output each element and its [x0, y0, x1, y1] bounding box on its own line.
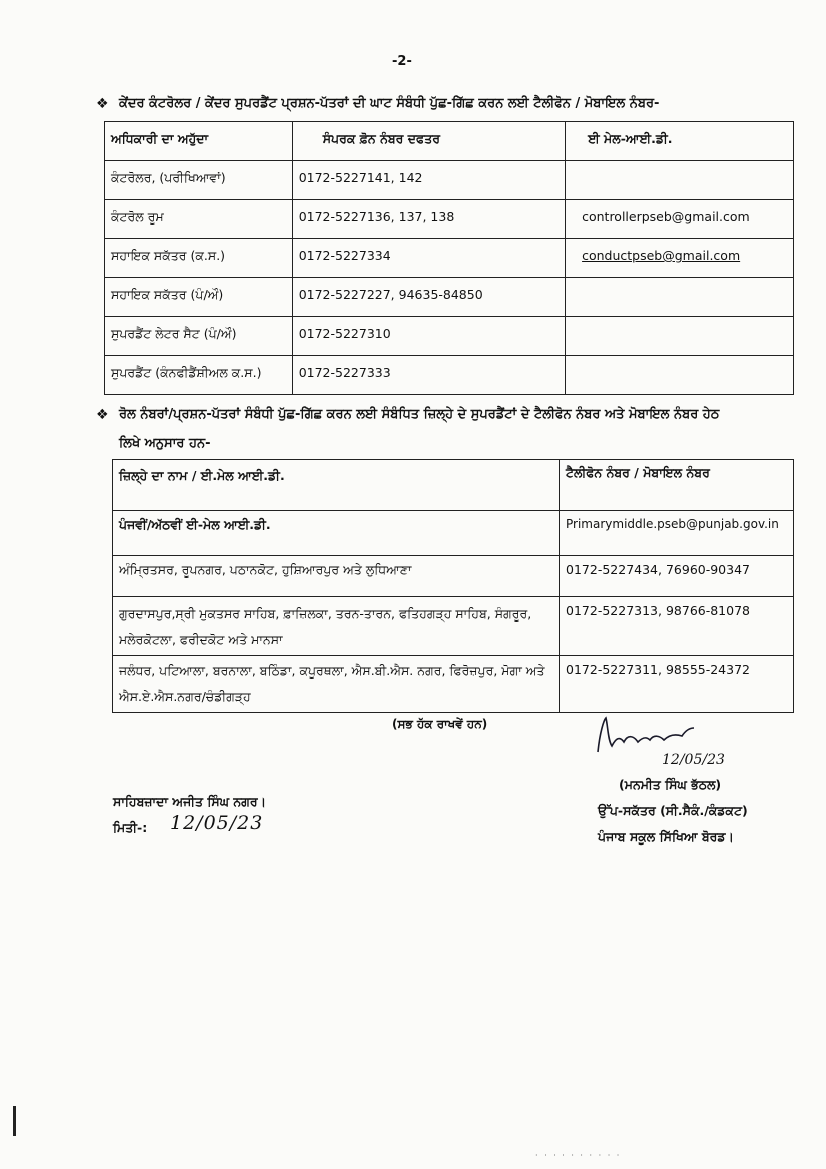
- section2-heading-line2: ਲਿਖੇ ਅਨੁਸਾਰ ਹਨ-: [119, 436, 211, 451]
- email-cell: [566, 161, 794, 200]
- table-row: [105, 278, 794, 317]
- district-cell: ਗੁਰਦਾਸਪੁਰ,ਸ੍ਰੀ ਮੁਕਤਸਰ ਸਾਹਿਬ, ਫ਼ਾਜ਼ਿਲਕਾ, ਤਰਨ-ਤਾਰਨ, ਫਤਿਹਗੜ੍ਹ ਸਾਹਿਬ, ਸੰਗਰੂਰ, ਮਲੇਰਕੋਟਲਾ, ਫਰੀਦਕੋਟ ਅਤੇ ਮਾਨਸਾ: [113, 597, 560, 656]
- place-line: ਸਾਹਿਬਜ਼ਾਦਾ ਅਜੀਤ ਸਿੰਘ ਨਗਰ।: [113, 794, 267, 809]
- table-row: [113, 556, 794, 597]
- signatory-designation: ਉੱਪ-ਸਕੱਤਰ (ਸੀ.ਸੈਕੰ./ਕੰਡਕਟ): [598, 803, 748, 818]
- signature-date: 12/05/23: [662, 752, 725, 768]
- table-row: [113, 656, 794, 713]
- table-row: [105, 161, 794, 200]
- phone-cell: 0172-5227434, 76960-90347: [560, 556, 794, 597]
- email-cell: [566, 278, 794, 317]
- column-header-officer: ਅਧਿਕਾਰੀ ਦਾ ਅਹੁੱਦਾ: [105, 122, 293, 161]
- phone-cell: 0172-5227313, 98766-81078: [560, 597, 794, 656]
- table-row: [105, 317, 794, 356]
- table-header-row: [113, 460, 794, 511]
- district-cell: ਪੰਜਵੀਂ/ਅੱਠਵੀਂ ਈ-ਮੇਲ ਆਈ.ਡੀ.: [113, 511, 560, 556]
- email-cell: controllerpseb@gmail.com: [566, 200, 794, 239]
- table-row: [105, 200, 794, 239]
- phone-cell: 0172-5227333: [292, 356, 565, 395]
- phone-cell: 0172-5227334: [292, 239, 565, 278]
- phone-cell: 0172-5227141, 142: [292, 161, 565, 200]
- officer-cell: ਸੁਪਰਡੈਂਟ ਲੇਟਰ ਸੈਟ (ਪੰ/ਔ): [105, 317, 293, 356]
- column-header-phone: ਸੰਪਰਕ ਫ਼ੋਨ ਨੰਬਰ ਦਫਤਰ: [292, 122, 565, 161]
- email-cell: [566, 356, 794, 395]
- district-superintendents-table: [112, 459, 794, 713]
- organisation-name: ਪੰਜਾਬ ਸਕੂਲ ਸਿੱਖਿਆ ਬੋਰਡ।: [598, 829, 734, 844]
- table-row: [105, 356, 794, 395]
- email-cell: Primarymiddle.pseb@punjab.gov.in: [560, 511, 794, 556]
- phone-cell: 0172-5227227, 94635-84850: [292, 278, 565, 317]
- bullet-icon: ❖: [96, 407, 109, 423]
- district-cell: ਅੰਮ੍ਰਿਤਸਰ, ਰੂਪਨਗਰ, ਪਠਾਨਕੋਟ, ਹੁਸ਼ਿਆਰਪੁਰ ਅਤੇ ਲੁਧਿਆਣਾ: [113, 556, 560, 597]
- table-row: [113, 597, 794, 656]
- controller-contacts-table: [104, 121, 794, 395]
- officer-cell: ਕੰਟਰੋਲਰ, (ਪਰੀਖਿਆਵਾਂ): [105, 161, 293, 200]
- date-handwritten: 12/05/23: [170, 812, 264, 834]
- table-row: [113, 511, 794, 556]
- officer-cell: ਸਹਾਇਕ ਸਕੱਤਰ (ਕ.ਸ.): [105, 239, 293, 278]
- email-link[interactable]: conductpseb@gmail.com: [566, 239, 794, 278]
- officer-cell: ਸਹਾਇਕ ਸਕੱਤਰ (ਪੰ/ਔ): [105, 278, 293, 317]
- phone-cell: 0172-5227310: [292, 317, 565, 356]
- page-number: -2-: [392, 54, 412, 69]
- email-cell: [566, 317, 794, 356]
- date-label: ਮਿਤੀ-:: [113, 820, 148, 835]
- scan-noise: · · · · · · · · · ·: [535, 1151, 622, 1160]
- phone-cell: 0172-5227136, 137, 138: [292, 200, 565, 239]
- table-row: [105, 239, 794, 278]
- table-header-row: [105, 122, 794, 161]
- section2-heading: ਰੋਲ ਨੰਬਰਾਂ/ਪ੍ਰਸ਼ਨ-ਪੱਤਰਾਂ ਸੰਬੰਧੀ ਪੁੱਛ-ਗਿੱਛ ਕਰਨ ਲਈ ਸੰਬੰਧਿਤ ਜ਼ਿਲ੍ਹੇ ਦੇ ਸੁਪਰਡੈਂਟਾਂ ਦੇ ਟੈਲੀਫੋਨ ਨੰਬਰ ਅਤੇ ਮੋਬਾਇਲ ਨੰਬਰ ਹੇਠ: [119, 407, 720, 422]
- officer-cell: ਕੰਟਰੋਲ ਰੂਮ: [105, 200, 293, 239]
- phone-cell: 0172-5227311, 98555-24372: [560, 656, 794, 713]
- column-header-email: ਈ ਮੇਲ-ਆਈ.ਡੀ.: [566, 122, 794, 161]
- officer-cell: ਸੁਪਰਡੈਂਟ (ਕੰਨਫੀਡੈਂਸ਼ੀਅਲ ਕ.ਸ.): [105, 356, 293, 395]
- column-header-telephone: ਟੈਲੀਫੋਨ ਨੰਬਰ / ਮੋਬਾਇਲ ਨੰਬਰ: [560, 460, 794, 511]
- section1-heading: ਕੇਂਦਰ ਕੰਟਰੋਲਰ / ਕੇਂਦਰ ਸੁਪਰਡੈਂਟ ਪ੍ਰਸ਼ਨ-ਪੱਤਰਾਂ ਦੀ ਘਾਟ ਸੰਬੰਧੀ ਪੁੱਛ-ਗਿੱਛ ਕਰਨ ਲਈ ਟੈਲੀਫੋਨ / ਮੋਬਾਇਲ ਨੰਬਰ-: [119, 96, 660, 111]
- bullet-icon: ❖: [96, 96, 109, 112]
- rights-reserved: (ਸਭ ਹੱਕ ਰਾਖਵੇਂ ਹਨ): [392, 717, 488, 731]
- district-cell: ਜਲੰਧਰ, ਪਟਿਆਲਾ, ਬਰਨਾਲਾ, ਬਠਿੰਡਾ, ਕਪੂਰਥਲਾ, ਐਸ.ਬੀ.ਐਸ. ਨਗਰ, ਫਿਰੋਜ਼ਪੁਰ, ਮੋਗਾ ਅਤੇ ਐਸ.ਏ.ਐਸ.ਨਗਰ/ਚੰਡੀਗੜ੍ਹ: [113, 656, 560, 713]
- column-header-district: ਜ਼ਿਲ੍ਹੇ ਦਾ ਨਾਮ / ਈ.ਮੇਲ ਆਈ.ਡੀ.: [113, 460, 560, 511]
- signatory-name: (ਮਨਮੀਤ ਸਿੰਘ ਭੱਠਲ): [619, 777, 722, 792]
- scan-edge-mark: [13, 1106, 16, 1136]
